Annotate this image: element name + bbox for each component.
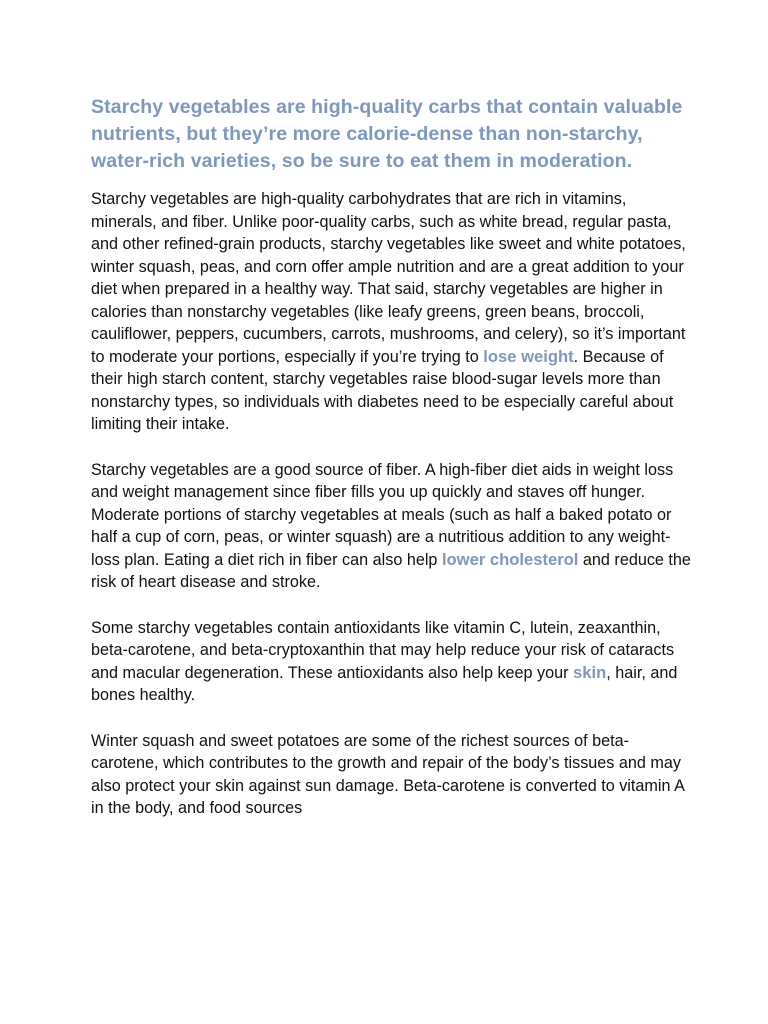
paragraph-2-text-a: Starchy vegetables are a good source of fiber. A high-fiber diet aids in weight loss and weight management since fiber fills you up quickly and staves off hunger. Moderate portions of starchy vegetables at meals (such as half a baked potato or half a cup of corn, peas, or winter squash) are a nutritious addition to any weight-loss plan. Eating a diet rich in fiber can also help (91, 460, 674, 569)
paragraph-4: Winter squash and sweet potatoes are some of the richest sources of beta-carotene, which contributes to the growth and repair of the body’s tissues and may also protect your skin against sun damage. Beta-carotene is converted to vitamin A in the body, and food sources (91, 731, 684, 817)
paragraph-1-text-b: . Because of their high starch content, starchy vegetables raise blood-sugar levels more than nonstarchy types, so individuals with diabetes need to be especially careful about limiting their intake. (91, 347, 674, 433)
lower-cholesterol-link[interactable]: lower cholesterol (441, 549, 579, 569)
paragraph-2-text-b: and reduce the risk of heart disease and stroke. (91, 550, 691, 591)
paragraph-1 (91, 188, 691, 436)
paragraph-3 (91, 617, 691, 707)
article-headline: Starchy vegetables are high-quality carbs that contain valuable nutrients, but they’re more calorie-dense than non-starchy, water-rich varieties, so be sure to eat them in moderation. (91, 96, 683, 172)
document-page (91, 94, 691, 843)
paragraph-1-text-a: Starchy vegetables are high-quality carbohydrates that are rich in vitamins, minerals, and fiber. Unlike poor-quality carbs, such as white bread, regular pasta, and other refined-grain products, starchy vegetables like sweet and white potatoes, winter squash, peas, and corn offer ample nutrition and are a great addition to your diet when prepared in a healthy way. That said, starchy vegetables are higher in calories than nonstarchy vegetables (like leafy greens, green beans, broccoli, cauliflower, peppers, cucumbers, carrots, mushrooms, and celery), so it’s important to moderate your portions, especially if you’re trying to (91, 190, 686, 366)
skin-link[interactable]: skin (573, 662, 607, 682)
paragraph-3-text-b: , hair, and bones healthy. (91, 663, 678, 704)
paragraph-3-text-a: Some starchy vegetables contain antioxidants like vitamin C, lutein, zeaxanthin, beta-carotene, and beta-cryptoxanthin that may help reduce your risk of cataracts and macular degeneration. These antioxidants also help keep your (91, 618, 675, 682)
lose-weight-link[interactable]: lose weight (483, 346, 574, 366)
paragraph-2 (91, 459, 691, 594)
